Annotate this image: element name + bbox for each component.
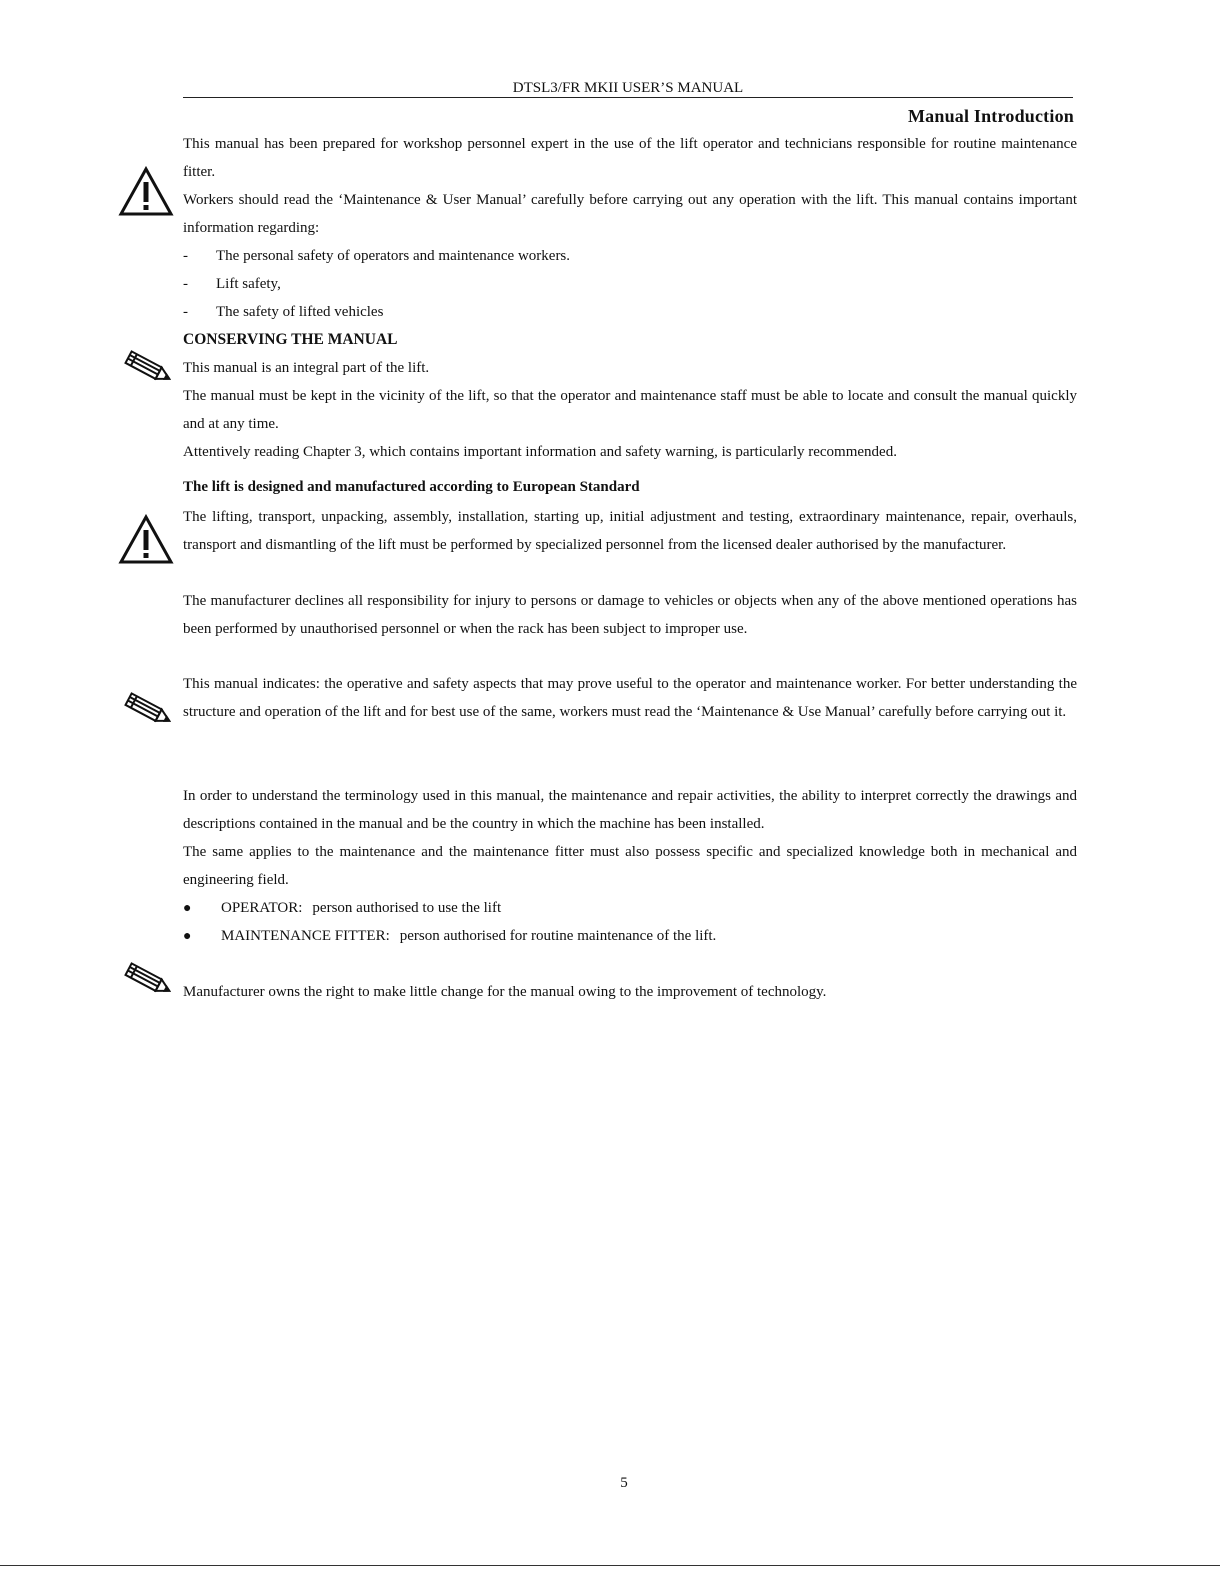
conserving-heading: CONSERVING THE MANUAL (183, 331, 398, 348)
conserving-paragraph-1: This manual is an integral part of the lift. (183, 360, 430, 376)
terminology-paragraph-2: The same applies to the maintenance and the maintenance fitter must also possess specific and specialized knowledge both in mechanical and engineering field. (183, 844, 1077, 888)
bullet-term: MAINTENANCE FITTER: (221, 928, 390, 944)
conserving-paragraph-3: Attentively reading Chapter 3, which contains important information and safety warning, is particularly recommended. (183, 444, 897, 460)
list-item-text: Lift safety, (216, 276, 281, 292)
conserving-paragraph-2: The manual must be kept in the vicinity of the lift, so that the operator and maintenance staff must be able to locate and consult the manual quickly and at any time. (183, 388, 1077, 432)
list-dash: - (183, 304, 188, 320)
intro-paragraph-2: Workers should read the ‘Maintenance & User Manual’ carefully before carrying out any operation with the lift. This manual contains important information regarding: (183, 192, 1077, 236)
intro-paragraph-1: This manual has been prepared for workshop personnel expert in the use of the lift operator and technicians responsible for routine maintenance fitter. (183, 136, 1077, 180)
header-rule (183, 97, 1073, 98)
page-number: 5 (620, 1475, 628, 1491)
bullet-item-maintenance-fitter (183, 922, 716, 951)
pencil-note-icon (118, 958, 174, 1005)
closing-paragraph: Manufacturer owns the right to make little change for the manual owing to the improvement of technology. (183, 984, 827, 1000)
list-dash: - (183, 248, 188, 264)
list-item (183, 270, 281, 298)
bullet-glyph: ● (183, 929, 192, 944)
bottom-rule (0, 1565, 1220, 1566)
standard-paragraph-1: The lifting, transport, unpacking, assembly, installation, starting up, initial adjustment and testing, extraordinary maintenance, repair, overhauls, transport and dismantling of the lift must be performed by specialized personnel from the licensed dealer authorised by the manufacturer. (183, 509, 1077, 553)
section-title: Manual Introduction (907, 106, 1074, 126)
list-item (183, 298, 383, 326)
list-item-text: The personal safety of operators and maintenance workers. (216, 248, 571, 264)
warning-triangle-icon (118, 514, 174, 571)
indicates-paragraph: This manual indicates: the operative and safety aspects that may prove useful to the operator and maintenance worker. For better understanding the structure and operation of the lift and for best use of the same, workers must read the ‘Maintenance & Use Manual’ carefully before carrying out it. (183, 676, 1077, 720)
pencil-note-icon (118, 346, 174, 393)
warning-triangle-icon (118, 166, 174, 223)
list-dash: - (183, 276, 188, 292)
pencil-note-icon (118, 688, 174, 735)
standard-paragraph-2: The manufacturer declines all responsibility for injury to persons or damage to vehicles or objects when any of the above mentioned operations has been performed by unauthorised personnel or when the rack has been subject to improper use. (183, 593, 1077, 637)
bullet-glyph: ● (183, 901, 192, 916)
standard-heading: The lift is designed and manufactured according to European Standard (183, 479, 640, 495)
running-header: DTSL3/FR MKII USER’S MANUAL (512, 80, 744, 96)
bullet-description: person authorised to use the lift (312, 900, 502, 916)
terminology-paragraph-1: In order to understand the terminology used in this manual, the maintenance and repair activities, the ability to interpret correctly the drawings and descriptions contained in the manual and be the country in which the machine has been installed. (183, 788, 1077, 832)
bullet-term: OPERATOR: (221, 900, 303, 916)
list-item-text: The safety of lifted vehicles (216, 304, 384, 320)
list-item (183, 242, 570, 270)
bullet-item-operator (183, 894, 501, 923)
bullet-description: person authorised for routine maintenance of the lift. (399, 928, 717, 944)
